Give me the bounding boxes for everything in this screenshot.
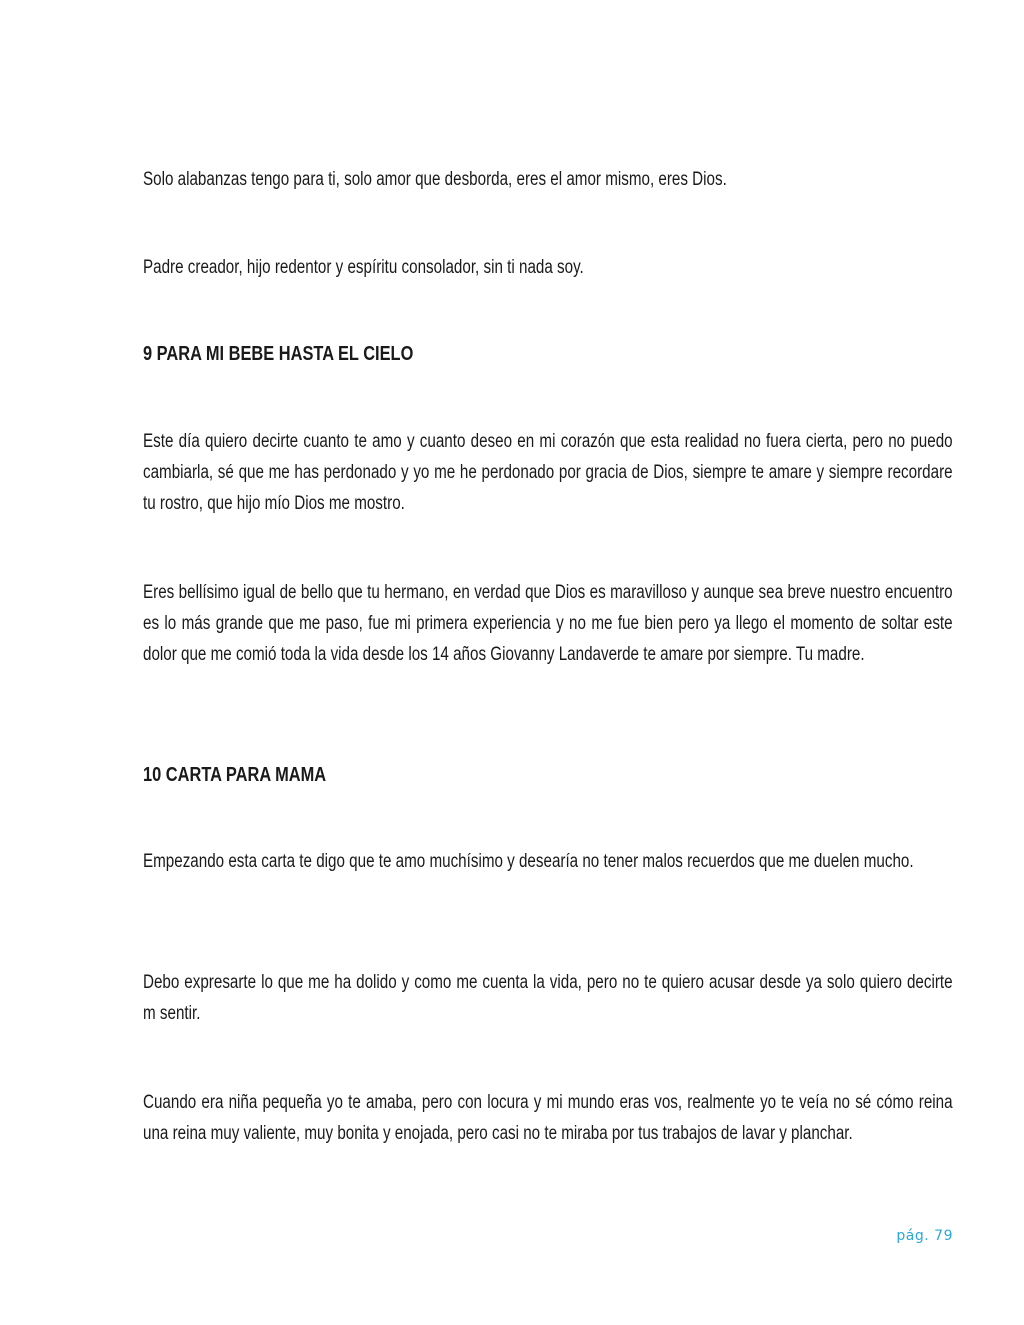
paragraph-baby-letter-2: Eres bellísimo igual de bello que tu hermano, en verdad que Dios es maravilloso y aunque sea breve nuestro encuentro es lo más grande que me paso, fue mi primera experiencia y no me fue bien pero ya llego el momento de soltar este dolor que me comió toda la vida desde los 14 años Giovanny Landaverde te amare por siempre. Tu madre.	[143, 582, 953, 665]
paragraph-mom-letter-1: Empezando esta carta te digo que te amo muchísimo y desearía no tener malos recuerdos que me duelen mucho.	[143, 851, 914, 872]
paragraph-trinity: Padre creador, hijo redentor y espíritu consolador, sin ti nada soy.	[143, 257, 584, 278]
section-heading-10: 10 CARTA PARA MAMA	[143, 764, 327, 786]
paragraph-mom-letter-3: Cuando era niña pequeña yo te amaba, pero con locura y mi mundo eras vos, realmente yo te veía no sé cómo reina una reina muy valiente, muy bonita y enojada, pero casi no te miraba por tus trabajos de lavar y planchar.	[143, 1092, 953, 1144]
paragraph-mom-letter-2: Debo expresarte lo que me ha dolido y como me cuenta la vida, pero no te quiero acusar desde ya solo quiero decirte m sentir.	[143, 972, 953, 1024]
section-heading-9: 9 PARA MI BEBE HASTA EL CIELO	[143, 343, 414, 365]
paragraph-praise: Solo alabanzas tengo para ti, solo amor que desborda, eres el amor mismo, eres Dios.	[143, 169, 727, 190]
paragraph-baby-letter-1: Este día quiero decirte cuanto te amo y cuanto deseo en mi corazón que esta realidad no fuera cierta, pero no puedo cambiarla, sé que me has perdonado y yo me he perdonado por gracia de Dios, siempre te amare y siempre recordare tu rostro, que hijo mío Dios me mostro.	[143, 431, 953, 514]
page-number: pág. 79	[896, 1228, 953, 1244]
